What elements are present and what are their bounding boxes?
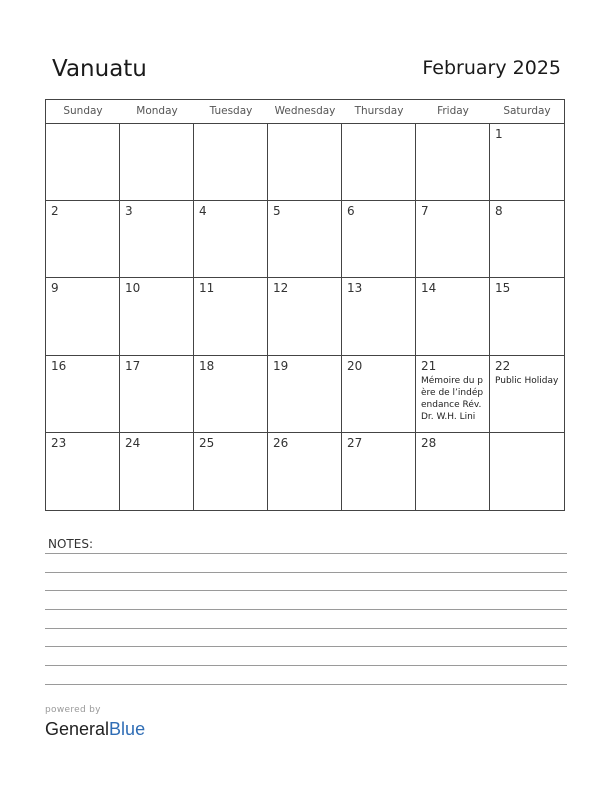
day-cell (342, 201, 416, 277)
date-number: 27 (347, 435, 363, 450)
date-number: 4 (199, 204, 207, 219)
day-cell (416, 433, 490, 510)
day-cell (490, 278, 564, 354)
calendar-weeks (46, 124, 564, 510)
day-cell (46, 278, 120, 354)
powered-by-text: powered by (45, 705, 101, 715)
note-line (45, 553, 567, 554)
generalblue-logo (45, 705, 145, 740)
day-cell (490, 356, 564, 432)
day-cell (120, 433, 194, 510)
date-number: 15 (495, 281, 511, 296)
day-cell (46, 356, 120, 432)
date-number: 12 (273, 281, 289, 296)
day-cell (416, 356, 490, 432)
day-cell (194, 124, 268, 200)
day-cell (342, 356, 416, 432)
date-number: 22 (495, 358, 511, 373)
date-number: 26 (273, 435, 289, 450)
date-number: 21 (421, 358, 437, 373)
weekday-wednesday: Wednesday (274, 105, 336, 117)
holiday-event: Mémoire du père de l’indépendance Rév. Dr. W.H. Lini (421, 375, 484, 422)
day-cell (342, 124, 416, 200)
day-cell (120, 278, 194, 354)
date-number: 1 (495, 127, 503, 141)
day-cell (268, 201, 342, 277)
day-cell (120, 124, 194, 200)
country-title: Vanuatu (52, 56, 147, 82)
date-number: 9 (51, 281, 59, 296)
day-cell (416, 201, 490, 277)
week-row (46, 201, 564, 278)
date-number: 13 (347, 281, 363, 296)
day-cell (194, 433, 268, 510)
date-number: 10 (125, 281, 141, 296)
day-cell (120, 356, 194, 432)
weekday-friday: Friday (437, 105, 469, 117)
day-cell (416, 124, 490, 200)
week-row (46, 278, 564, 355)
day-cell (268, 278, 342, 354)
day-cell (268, 356, 342, 432)
date-number: 18 (199, 358, 215, 373)
day-cell (416, 278, 490, 354)
note-line (45, 646, 567, 647)
weekday-saturday: Saturday (503, 105, 551, 117)
date-number: 7 (421, 204, 429, 219)
notes-label: NOTES: (48, 537, 93, 551)
week-row (46, 124, 564, 201)
week-row (46, 356, 564, 433)
day-cell (490, 201, 564, 277)
day-cell (490, 124, 564, 200)
date-number: 20 (347, 358, 363, 373)
note-line (45, 628, 567, 629)
date-number: 8 (495, 204, 503, 219)
calendar-grid (45, 99, 565, 511)
day-cell (194, 278, 268, 354)
brand-blue: Blue (109, 719, 146, 739)
weekday-header-row (46, 100, 564, 124)
week-row (46, 433, 564, 510)
day-cell (46, 201, 120, 277)
day-cell (46, 433, 120, 510)
date-number: 23 (51, 435, 67, 450)
day-cell (120, 201, 194, 277)
date-number: 3 (125, 204, 133, 219)
day-cell (268, 124, 342, 200)
day-cell (194, 201, 268, 277)
note-line (45, 684, 567, 685)
brand-name (45, 718, 145, 740)
month-title: February 2025 (422, 57, 561, 79)
date-number: 11 (199, 281, 215, 296)
weekday-thursday: Thursday (354, 105, 404, 117)
date-number: 17 (125, 358, 141, 373)
date-number: 25 (199, 435, 215, 450)
note-line (45, 572, 567, 573)
day-cell (342, 278, 416, 354)
note-line (45, 590, 567, 591)
weekday-sunday: Sunday (63, 105, 103, 117)
day-cell (268, 433, 342, 510)
date-number: 2 (51, 204, 59, 219)
date-number: 16 (51, 358, 67, 373)
brand-general: General (45, 719, 110, 739)
weekday-monday: Monday (136, 105, 178, 117)
date-number: 14 (421, 281, 437, 296)
date-number: 6 (347, 204, 355, 219)
day-cell (342, 433, 416, 510)
day-cell (194, 356, 268, 432)
date-number: 24 (125, 435, 141, 450)
weekday-tuesday: Tuesday (209, 105, 253, 117)
day-cell (46, 124, 120, 200)
day-cell (490, 433, 564, 510)
date-number: 5 (273, 204, 281, 219)
date-number: 28 (421, 435, 437, 450)
date-number: 19 (273, 358, 289, 373)
holiday-event: Public Holiday (495, 375, 559, 386)
note-line (45, 665, 567, 666)
note-line (45, 609, 567, 610)
